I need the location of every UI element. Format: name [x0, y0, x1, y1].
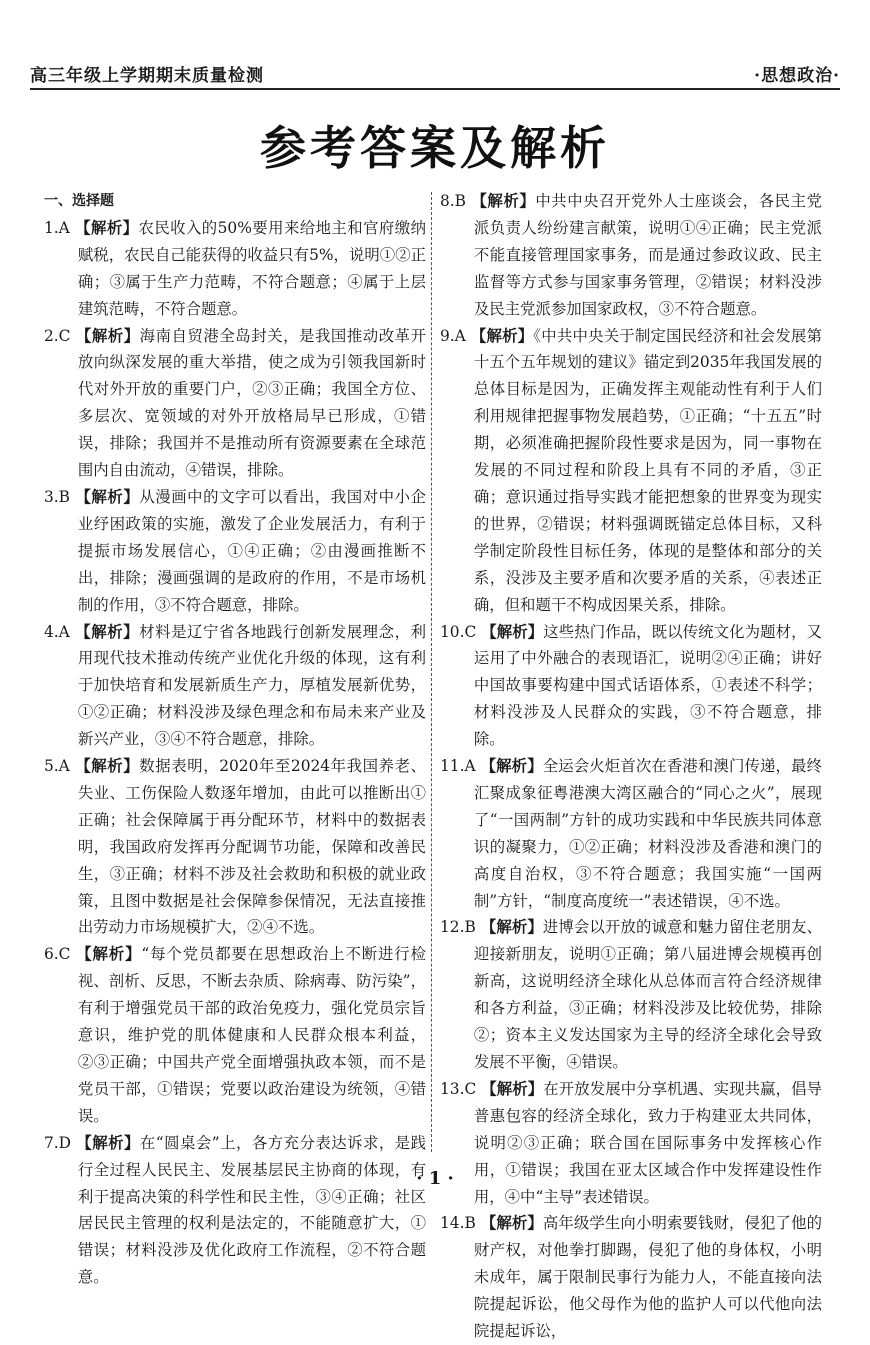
answer-item: 11.A 【解析】全运会火炬首次在香港和澳门传递，最终汇聚成象征粤港澳大湾区融合的“同心之火”，展现了“一国两制”方针的成功实践和中华民族共同体意识的凝聚力，①②正确；材料没涉及香港和澳门的高度自治权，③不符合题意；我国实施“一国两制”方针，“制度高度统一”表述错误，④不选。	[440, 757, 822, 910]
answer-item: 10.C 【解析】这些热门作品，既以传统文化为题材，又运用了中外融合的表现语汇，说明②④正确；讲好中国故事要构建中国式话语体系，①表述不科学；材料没涉及人民群众的实践，③不符合题意，排除。	[440, 622, 822, 749]
answer-item: 8.B 【解析】中共中央召开党外人士座谈会，各民主党派负责人纷纷建言献策，说明①④正确；民主党派不能直接管理国家事务，而是通过参政议政、民主监督等方式参与国家事务管理，②错误；材料没涉及民主党派参加国家政权，③不符合题意。	[440, 192, 822, 318]
page-number: · 1 ·	[416, 1168, 454, 1189]
exam-title: 高三年级上学期期末质量检测	[30, 66, 264, 86]
answer-item: 2.C 【解析】海南自贸港全岛封关，是我国推动改革开放向纵深发展的重大举措，使之成为引领我国新时代对外开放的重要门户，②③正确；我国全方位、多层次、宽领域的对外开放格局早已形成，①错误，排除；我国并不是推动所有资源要素在全球范围内自由流动，④错误，排除。	[44, 326, 426, 480]
answer-item: 4.A 【解析】材料是辽宁省各地践行创新发展理念，利用现代技术推动传统产业优化升级的体现，这有利于加快培育和发展新质生产力，厚植发展新优势，①②正确；材料没涉及绿色理念和布局未来产业及新兴产业，③④不符合题意，排除。	[44, 622, 426, 749]
left-column	[44, 188, 426, 1291]
section-heading: 一、选择题	[44, 193, 114, 209]
answer-item: 12.B 【解析】进博会以开放的诚意和魅力留住老朋友、迎接新朋友，说明①正确；第八届进博会规模再创新高，这说明经济全球化从总体而言符合经济规律和各方利益，③正确；材料没涉及比较优势，排除②；资本主义发达国家为主导的经济全球化会导致发展不平衡，④错误。	[440, 918, 822, 1071]
answer-item: 14.B 【解析】高年级学生向小明索要钱财，侵犯了他的财产权，对他拳打脚踢，侵犯了他的身体权，小明未成年，属于限制民事行为能力人，不能直接向法院提起诉讼，他父母作为他的监护人可以代他向法院提起诉讼，	[440, 1214, 822, 1341]
subject-label: ·思想政治·	[754, 66, 840, 86]
column-divider	[431, 192, 432, 1152]
answer-item: 6.C 【解析】“每个党员都要在思想政治上不断进行检视、剖析、反思，不断去杂质、除病毒、防污染”，有利于增强党员干部的政治免疫力，强化党员宗旨意识，维护党的肌体健康和人民群众根本利益，②③正确；中国共产党全面增强执政本领，而不是党员干部，①错误；党要以政治建设为统领，④错误。	[44, 945, 426, 1125]
answer-item: 7.D 【解析】在“圆桌会”上，各方充分表达诉求，是践行全过程人民民主、发展基层民主协商的体现，有利于提高决策的科学性和民主性，③④正确；社区居民民主管理的权利是法定的，不能随意扩大，①错误；材料没涉及优化政府工作流程，②不符合题意。	[44, 1133, 426, 1287]
page-title: 参考答案及解析	[260, 121, 610, 175]
answer-item: 9.A 【解析】《中共中央关于制定国民经济和社会发展第十五个五年规划的建议》锚定到2035年我国发展的总体目标是因为，正确发挥主观能动性有利于人们利用规律把握事物发展趋势，①正确；“十五五”时期，必须准确把握阶段性要求是因为，同一事物在发展的不同过程和阶段上具有不同的矛盾，③正确；意识通过指导实践才能把想象的世界变为现实的世界，②错误；材料强调既锚定总体目标，又科学制定阶段性目标任务，体现的是整体和部分的关系，没涉及主要矛盾和次要矛盾的关系，④表述正确，但和题干不构成因果关系，排除。	[440, 326, 822, 614]
answer-item: 13.C 【解析】在开放发展中分享机遇、实现共赢，倡导普惠包容的经济全球化，致力于构建亚太共同体，说明②③正确；联合国在国际事务中发挥核心作用，①错误；我国在亚太区域合作中发挥建设性作用，④中“主导”表述错误。	[440, 1079, 822, 1206]
answer-item: 1.A 【解析】农民收入的50%要用来给地主和官府缴纳赋税，农民自己能获得的收益只有5%，说明①②正确；③属于生产力范畴，不符合题意；④属于上层建筑范畴，不符合题意。	[44, 218, 426, 318]
answer-item: 3.B 【解析】从漫画中的文字可以看出，我国对中小企业纾困政策的实施，激发了企业发展活力，有利于提振市场发展信心，①④正确；②由漫画推断不出，排除；漫画强调的是政府的作用，不是市场机制的作用，③不符合题意，排除。	[44, 487, 426, 614]
page-header	[30, 56, 840, 90]
answer-item: 5.A 【解析】数据表明，2020年至2024年我国养老、失业、工伤保险人数逐年增加，由此可以推断出①正确；社会保障属于再分配环节，材料中的数据表明，我国政府发挥再分配调节功能，保障和改善民生，③正确；材料不涉及社会救助和积极的就业政策，且图中数据是社会保障参保情况，无法直接推出劳动力市场规模扩大，②④不选。	[44, 757, 426, 937]
